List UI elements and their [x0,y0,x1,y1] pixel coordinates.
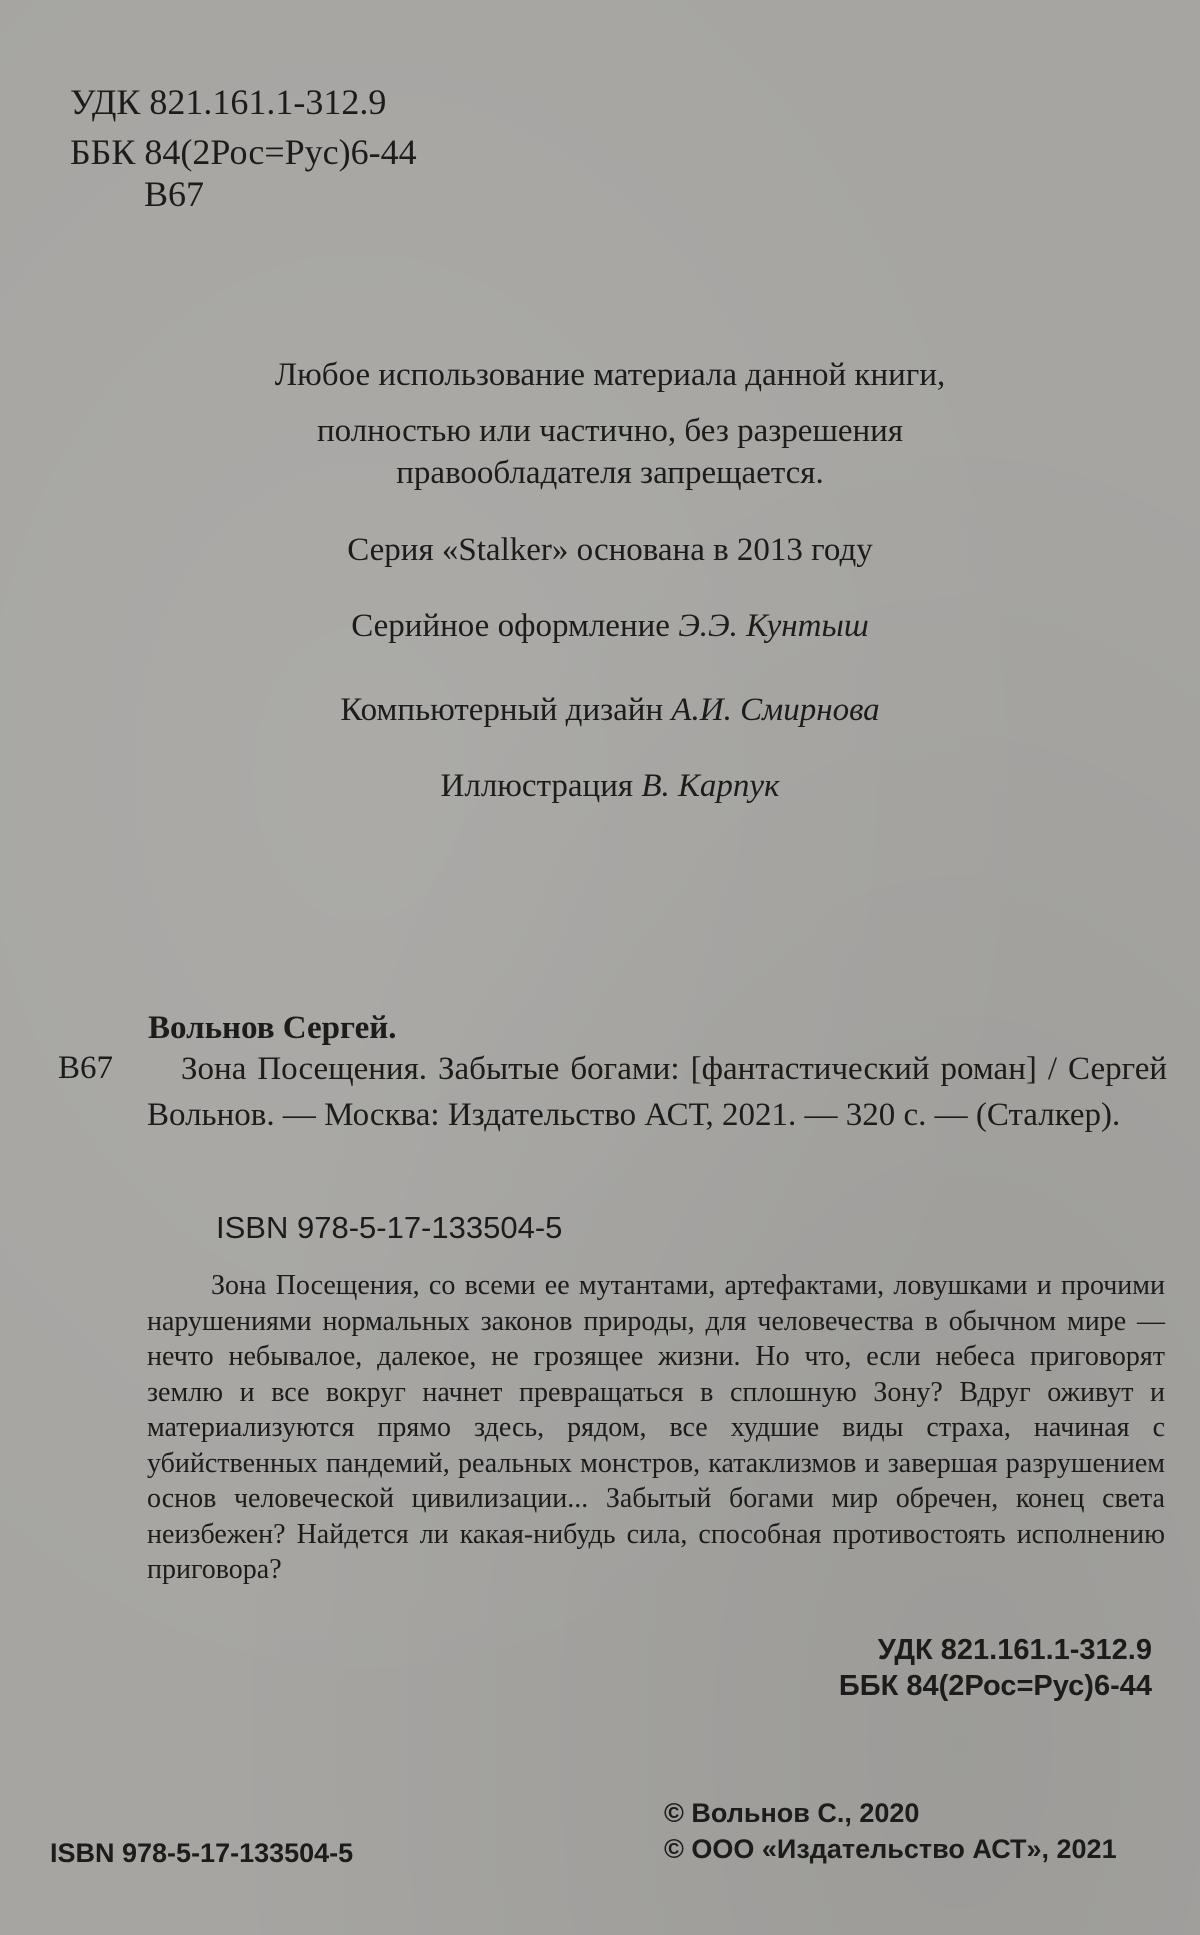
annotation-text: Зона Посещения, со всеми ее мутантами, артефактами, ловушками и прочими нарушениями нормальных законов природы, для человечества в обычном мире — нечто небывалое, далекое, не грозящее жизни. Но что, если небеса приговорят землю и все вокруг начнет превращаться в сплошную Зону? Вдруг оживут и материализуются прямо здесь, рядом, все худшие виды страха, начиная с убийственных пандемий, реальных монстров, катаклизмов и завершая разрушением основ человеческой цивилизации... Забытый богами мир обречен, конец света неизбежен? Найдется ли какая-нибудь сила, способная противостоять исполнению приговора? [147,1270,1165,1585]
bbk-code-bottom: ББК 84(2Рос=Рус)6-44 [838,1670,1152,1702]
bbk-code-top: ББК 84(2Рос=Рус)6-44 [70,132,417,172]
series-design-credit [150,604,1070,648]
isbn-record: ISBN 978-5-17-133504-5 [216,1210,563,1245]
copyright-publisher: © ООО «Издательство АСТ», 2021 [664,1834,1117,1864]
cutter-code-top: В67 [144,174,205,214]
isbn-footer: ISBN 978-5-17-133504-5 [50,1838,354,1868]
illustration-label: Иллюстрация [440,768,634,804]
bibliographic-description: Зона Посещения. Забытые богами: [фантастический роман] / Сергей Вольнов. — Москва: Издательство АСТ, 2021. — 320 с. — (Сталкер). [147,1051,1167,1133]
computer-design-name: А.И. Смирнова [671,692,880,728]
illustration-credit [150,764,1070,808]
cutter-code-record: В67 [58,1050,114,1086]
copyright-notice-line-2: полностью или частично, без разрешения [316,413,904,449]
computer-design-label: Компьютерный дизайн [340,692,664,728]
udk-code-top: УДК 821.161.1-312.9 [70,82,387,122]
copyright-notice-line-3: правообладателя запрещается. [396,455,824,491]
udk-code-bottom: УДК 821.161.1-312.9 [877,1634,1152,1666]
copyright-notice-line-1: Любое использование материала данной книги, [274,357,946,393]
computer-design-credit [150,688,1070,732]
illustration-name: В. Карпук [641,768,780,804]
author-heading: Вольнов Сергей. [148,1010,397,1046]
copyright-author: © Вольнов С., 2020 [664,1798,920,1828]
series-design-label: Серийное оформление [351,608,670,644]
series-design-name: Э.Э. Кунтыш [678,608,869,644]
series-founded: Серия «Stalker» основана в 2013 году [347,532,873,568]
